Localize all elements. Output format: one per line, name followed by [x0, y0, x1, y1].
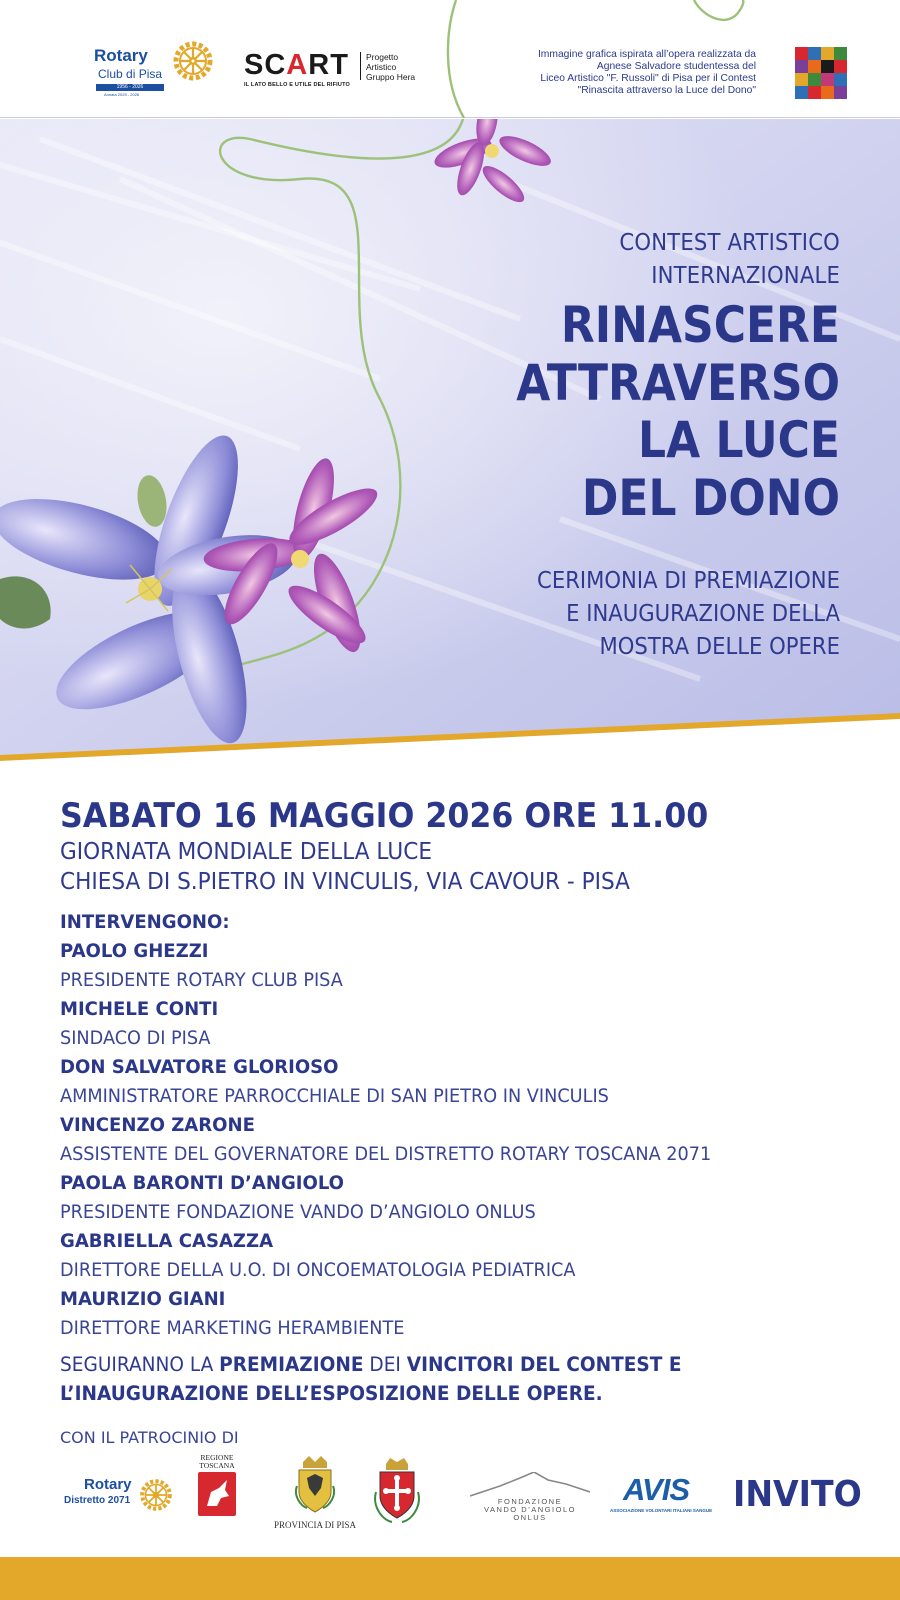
speaker-role: DIRETTORE MARKETING HERAMBIENTE	[60, 1317, 405, 1339]
event-venue: CHIESA DI S.PIETRO IN VINCULIS, VIA CAVOUR - PISA	[60, 867, 630, 895]
provincia-pisa-logo: PROVINCIA DI PISA	[272, 1456, 358, 1530]
speakers-heading: INTERVENGONO:	[60, 911, 230, 933]
event-occasion: GIORNATA MONDIALE DELLA LUCE	[60, 837, 432, 865]
stem-header-decoration	[440, 0, 760, 118]
scart-separator	[360, 52, 361, 80]
speaker-role: PRESIDENTE FONDAZIONE VANDO D’ANGIOLO ONLUS	[60, 1201, 536, 1223]
speaker-role: SINDACO DI PISA	[60, 1027, 211, 1049]
footer-gold-bar	[0, 1557, 900, 1600]
speaker-name: MICHELE CONTI	[60, 998, 219, 1020]
speaker-role: DIRETTORE DELLA U.O. DI ONCOEMATOLOGIA PEDIATRICA	[60, 1259, 576, 1281]
rotary-club-name: Club di Pisa	[98, 67, 163, 81]
speaker-name: GABRIELLA CASAZZA	[60, 1230, 274, 1252]
event-subtitle: CERIMONIA DI PREMIAZIONE E INAUGURAZIONE DELLA MOSTRA DELLE OPERE	[537, 568, 840, 660]
event-info	[60, 796, 860, 896]
artwork-credit: Immagine grafica ispirata all’opera realizzata da Agnese Salvadore studentessa del Liceo Artistico "F. Russoli" di Pisa per il Contest "Rinascita attraverso la Luce del Dono"	[537, 49, 756, 96]
provincia-crest-icon	[295, 1456, 335, 1516]
scart-side-text: Progetto Artistico Gruppo Hera	[366, 52, 416, 82]
contest-label: CONTEST ARTISTICO INTERNAZIONALE	[619, 230, 840, 289]
comune-pisa-crest	[372, 1456, 422, 1526]
sponsor-logos	[0, 1450, 900, 1530]
mountain-icon	[470, 1472, 590, 1498]
scart-tagline: IL LATO BELLO E UTILE DEL RIFIUTO	[244, 82, 351, 88]
rotary-district-logo: Rotary Distretto 2071	[64, 1476, 174, 1516]
hero-artwork	[0, 119, 900, 770]
scart-logo	[244, 50, 434, 98]
patronage-label: CON IL PATROCINIO DI	[60, 1428, 239, 1447]
speakers-list	[60, 908, 880, 1343]
rotary-club-pisa-logo	[94, 40, 224, 98]
speaker-role: PRESIDENTE ROTARY CLUB PISA	[60, 969, 343, 991]
speaker-name: PAOLA BARONTI D’ANGIOLO	[60, 1172, 345, 1194]
rotary-club-years: 1956 - 2026	[96, 84, 164, 91]
event-title: RINASCERE ATTRAVERSO LA LUCE DEL DONO	[516, 296, 840, 527]
avis-logo: AVIS ASSOCIAZIONE VOLONTARI ITALIANI SANGUE	[610, 1472, 713, 1513]
scart-wordmark: SCART	[244, 49, 349, 81]
rotary-wheel-icon	[139, 1478, 173, 1512]
rotary-club-word: Rotary	[94, 46, 148, 65]
rotary-wheel-icon	[172, 40, 214, 82]
hero-text-block	[320, 227, 840, 664]
fondazione-vando-dangiolo-logo: FONDAZIONE VANDO D’ANGIOLO ONLUS	[470, 1472, 590, 1522]
speaker-name: MAURIZIO GIANI	[60, 1288, 226, 1310]
rotary-club-annata: Annata 2025 - 2026	[104, 92, 140, 97]
pisa-cross-crest-icon	[372, 1456, 422, 1526]
speaker-name: DON SALVATORE GLORIOSO	[60, 1056, 339, 1078]
closing-note: SEGUIRANNO LA PREMIAZIONE DEI VINCITORI DEL CONTEST E L’INAUGURAZIONE DELL’ESPOSIZIONE DELLE OPERE.	[60, 1353, 682, 1405]
speaker-name: VINCENZO ZARONE	[60, 1114, 255, 1136]
pegasus-icon	[197, 1470, 237, 1518]
regione-toscana-logo: REGIONE TOSCANA	[195, 1454, 239, 1524]
speaker-role: ASSISTENTE DEL GOVERNATORE DEL DISTRETTO ROTARY TOSCANA 2071	[60, 1143, 712, 1165]
invitation-label: INVITO	[733, 1474, 862, 1515]
speaker-role: AMMINISTRATORE PARROCCHIALE DI SAN PIETRO IN VINCULIS	[60, 1085, 609, 1107]
header-bar	[0, 0, 900, 118]
speaker-name: PAOLO GHEZZI	[60, 940, 209, 962]
event-datetime: SABATO 16 MAGGIO 2026 ORE 11.00	[60, 796, 709, 836]
liceo-mosaic-logo-icon	[795, 47, 847, 99]
